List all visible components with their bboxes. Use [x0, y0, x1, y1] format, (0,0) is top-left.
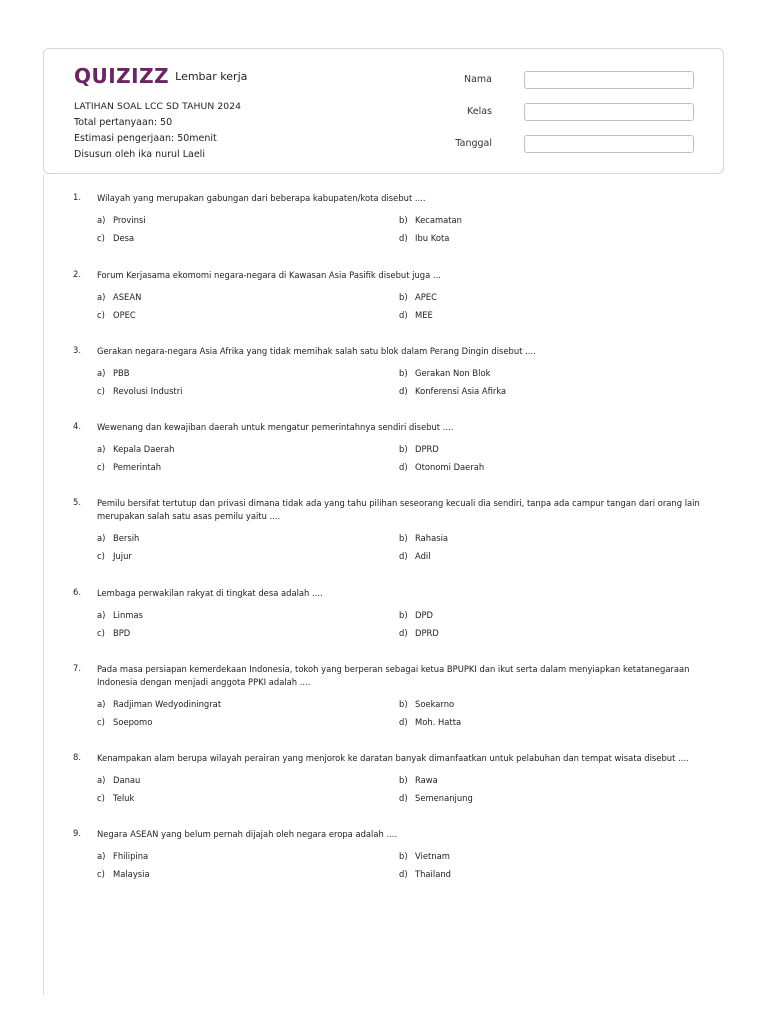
- worksheet-label: Lembar kerja: [175, 69, 248, 83]
- answer-option: [97, 443, 399, 455]
- option-key: b): [399, 215, 408, 225]
- question-item: [73, 497, 703, 562]
- option-key: a): [97, 215, 106, 225]
- option-key: d): [399, 793, 408, 803]
- answer-option: [399, 214, 703, 226]
- time-estimate: Estimasi pengerjaan: 50menit: [74, 133, 217, 144]
- option-key: a): [97, 533, 106, 543]
- option-key: c): [97, 717, 105, 727]
- option-key: b): [399, 610, 408, 620]
- question-item: [73, 421, 703, 473]
- option-text: Kepala Daerah: [113, 444, 175, 454]
- name-field-row: [463, 71, 704, 103]
- class-input[interactable]: [524, 103, 694, 121]
- answer-option: [97, 309, 399, 321]
- answer-options: [97, 774, 703, 804]
- option-text: Otonomi Daerah: [415, 462, 485, 472]
- question-text: Negara ASEAN yang belum pernah dijajah oleh negara eropa adalah ....: [97, 829, 398, 839]
- answer-options: [97, 214, 703, 244]
- worksheet-title: LATIHAN SOAL LCC SD TAHUN 2024: [74, 101, 242, 112]
- answer-option: [97, 774, 399, 786]
- option-key: d): [399, 551, 408, 561]
- name-input[interactable]: [524, 71, 694, 89]
- class-label: Kelas: [466, 106, 492, 117]
- option-text: Linmas: [113, 610, 143, 620]
- answer-options: [97, 532, 703, 562]
- option-key: b): [399, 775, 408, 785]
- question-text: Pemilu bersifat tertutup dan privasi dimana tidak ada yang tahu pilihan seseorang kecuali dia sendiri, tanpa ada campur tangan dari orang lain merupakan salah satu asas pemilu yaitu ....: [97, 498, 700, 521]
- question-list: [73, 192, 703, 904]
- question-item: [73, 587, 703, 639]
- option-key: d): [399, 310, 408, 320]
- option-text: Fhilipina: [113, 851, 149, 861]
- option-text: BPD: [113, 628, 131, 638]
- answer-options: [97, 367, 703, 397]
- answer-option: [97, 868, 399, 880]
- question-item: [73, 269, 703, 321]
- answer-option: [399, 774, 703, 786]
- option-text: MEE: [415, 310, 433, 320]
- answer-option: [97, 716, 399, 728]
- option-text: Malaysia: [113, 869, 150, 879]
- answer-option: [97, 627, 399, 639]
- answer-option: [399, 698, 703, 710]
- question-row: [73, 192, 703, 205]
- option-text: Teluk: [113, 793, 135, 803]
- answer-options: [97, 291, 703, 321]
- question-row: [73, 663, 703, 689]
- option-text: ASEAN: [113, 292, 142, 302]
- option-text: Danau: [113, 775, 141, 785]
- option-key: b): [399, 444, 408, 454]
- question-row: [73, 497, 703, 523]
- question-item: [73, 663, 703, 728]
- option-key: c): [97, 793, 105, 803]
- option-text: Bersih: [113, 533, 140, 543]
- option-key: b): [399, 533, 408, 543]
- answer-option: [399, 716, 703, 728]
- option-text: Rahasia: [415, 533, 449, 543]
- answer-option: [399, 609, 703, 621]
- question-number: 2.: [73, 269, 81, 279]
- option-key: d): [399, 386, 408, 396]
- option-key: d): [399, 869, 408, 879]
- answer-option: [97, 609, 399, 621]
- option-key: c): [97, 310, 105, 320]
- question-item: [73, 752, 703, 804]
- option-key: b): [399, 368, 408, 378]
- question-row: [73, 269, 703, 282]
- answer-option: [97, 214, 399, 226]
- option-text: Rawa: [415, 775, 438, 785]
- answer-option: [399, 309, 703, 321]
- option-text: DPRD: [415, 628, 439, 638]
- quizizz-logo: QUIZIZZ: [74, 64, 170, 88]
- option-text: Soekarno: [415, 699, 455, 709]
- option-text: Kecamatan: [415, 215, 462, 225]
- answer-options: [97, 443, 703, 473]
- total-questions: Total pertanyaan: 50: [74, 117, 173, 128]
- option-key: a): [97, 368, 106, 378]
- answer-option: [399, 367, 703, 379]
- option-key: a): [97, 444, 106, 454]
- option-key: c): [97, 462, 105, 472]
- option-text: Pemerintah: [113, 462, 162, 472]
- question-text: Kenampakan alam berupa wilayah perairan yang menjorok ke daratan banyak dimanfaatkan untuk pelabuhan dan tempat wisata disebut ....: [97, 753, 689, 763]
- question-row: [73, 587, 703, 600]
- option-text: APEC: [415, 292, 437, 302]
- option-key: a): [97, 610, 106, 620]
- question-text: Wewenang dan kewajiban daerah untuk mengatur pemerintahnya sendiri disebut ....: [97, 422, 454, 432]
- option-text: Gerakan Non Blok: [415, 368, 491, 378]
- option-text: DPD: [415, 610, 433, 620]
- question-text: Wilayah yang merupakan gabungan dari beberapa kabupaten/kota disebut ....: [97, 193, 426, 203]
- answer-option: [97, 792, 399, 804]
- option-key: a): [97, 851, 106, 861]
- answer-option: [399, 232, 703, 244]
- brand: [74, 64, 247, 88]
- answer-option: [97, 532, 399, 544]
- question-number: 1.: [73, 192, 81, 202]
- answer-option: [399, 291, 703, 303]
- answer-option: [399, 461, 703, 473]
- option-text: OPEC: [113, 310, 136, 320]
- option-text: Adil: [415, 551, 431, 561]
- option-text: Jujur: [113, 551, 132, 561]
- option-text: Semenanjung: [415, 793, 473, 803]
- question-number: 8.: [73, 752, 81, 762]
- question-row: [73, 752, 703, 765]
- date-input[interactable]: [524, 135, 694, 153]
- option-text: Provinsi: [113, 215, 146, 225]
- worksheet-header: [43, 48, 724, 174]
- answer-option: [97, 461, 399, 473]
- option-text: Soepomo: [113, 717, 153, 727]
- answer-option: [97, 850, 399, 862]
- answer-option: [399, 792, 703, 804]
- question-number: 5.: [73, 497, 81, 507]
- date-field-row: [455, 135, 704, 167]
- answer-option: [97, 291, 399, 303]
- option-key: d): [399, 628, 408, 638]
- answer-option: [97, 367, 399, 379]
- answer-option: [399, 550, 703, 562]
- option-key: d): [399, 462, 408, 472]
- question-item: [73, 192, 703, 244]
- option-key: c): [97, 869, 105, 879]
- worksheet-meta: [74, 99, 241, 163]
- question-number: 4.: [73, 421, 81, 431]
- option-text: Thailand: [415, 869, 451, 879]
- answer-options: [97, 698, 703, 728]
- name-label: Nama: [463, 74, 492, 85]
- class-field-row: [466, 103, 704, 135]
- author: Disusun oleh ika nurul Laeli: [74, 149, 205, 160]
- answer-option: [399, 627, 703, 639]
- option-text: Ibu Kota: [415, 233, 450, 243]
- option-key: c): [97, 628, 105, 638]
- question-row: [73, 828, 703, 841]
- answer-option: [399, 443, 703, 455]
- option-text: Vietnam: [415, 851, 450, 861]
- question-text: Gerakan negara-negara Asia Afrika yang tidak memihak salah satu blok dalam Perang Dingin disebut ....: [97, 346, 536, 356]
- question-row: [73, 421, 703, 434]
- option-key: d): [399, 233, 408, 243]
- option-key: c): [97, 386, 105, 396]
- option-text: Moh. Hatta: [415, 717, 462, 727]
- question-number: 7.: [73, 663, 81, 673]
- option-text: Konferensi Asia Afirka: [415, 386, 507, 396]
- answer-option: [399, 868, 703, 880]
- answer-option: [97, 385, 399, 397]
- option-text: Desa: [113, 233, 135, 243]
- option-key: b): [399, 699, 408, 709]
- answer-option: [399, 532, 703, 544]
- option-key: a): [97, 292, 106, 302]
- question-number: 3.: [73, 345, 81, 355]
- option-key: a): [97, 699, 106, 709]
- student-fields: [455, 71, 704, 167]
- option-text: Revolusi Industri: [113, 386, 183, 396]
- date-label: Tanggal: [455, 138, 492, 149]
- question-row: [73, 345, 703, 358]
- answer-option: [399, 850, 703, 862]
- answer-option: [97, 698, 399, 710]
- answer-option: [399, 385, 703, 397]
- question-text: Pada masa persiapan kemerdekaan Indonesia, tokoh yang berperan sebagai ketua BPUPKI dan ikut serta dalam menyiapkan ketatanegaraan Indonesia dengan menjadi anggota PPKI adalah ....: [97, 664, 690, 687]
- question-item: [73, 828, 703, 880]
- option-key: b): [399, 851, 408, 861]
- option-text: PBB: [113, 368, 130, 378]
- question-text: Lembaga perwakilan rakyat di tingkat desa adalah ....: [97, 588, 323, 598]
- question-number: 9.: [73, 828, 81, 838]
- option-key: c): [97, 233, 105, 243]
- option-key: a): [97, 775, 106, 785]
- answer-option: [97, 550, 399, 562]
- answer-options: [97, 609, 703, 639]
- question-item: [73, 345, 703, 397]
- option-text: Radjiman Wedyodiningrat: [113, 699, 222, 709]
- question-text: Forum Kerjasama ekomomi negara-negara di Kawasan Asia Pasifik disebut juga ...: [97, 270, 441, 280]
- question-number: 6.: [73, 587, 81, 597]
- option-key: d): [399, 717, 408, 727]
- answer-option: [97, 232, 399, 244]
- option-key: b): [399, 292, 408, 302]
- page-border: [43, 175, 44, 995]
- option-text: DPRD: [415, 444, 439, 454]
- option-key: c): [97, 551, 105, 561]
- answer-options: [97, 850, 703, 880]
